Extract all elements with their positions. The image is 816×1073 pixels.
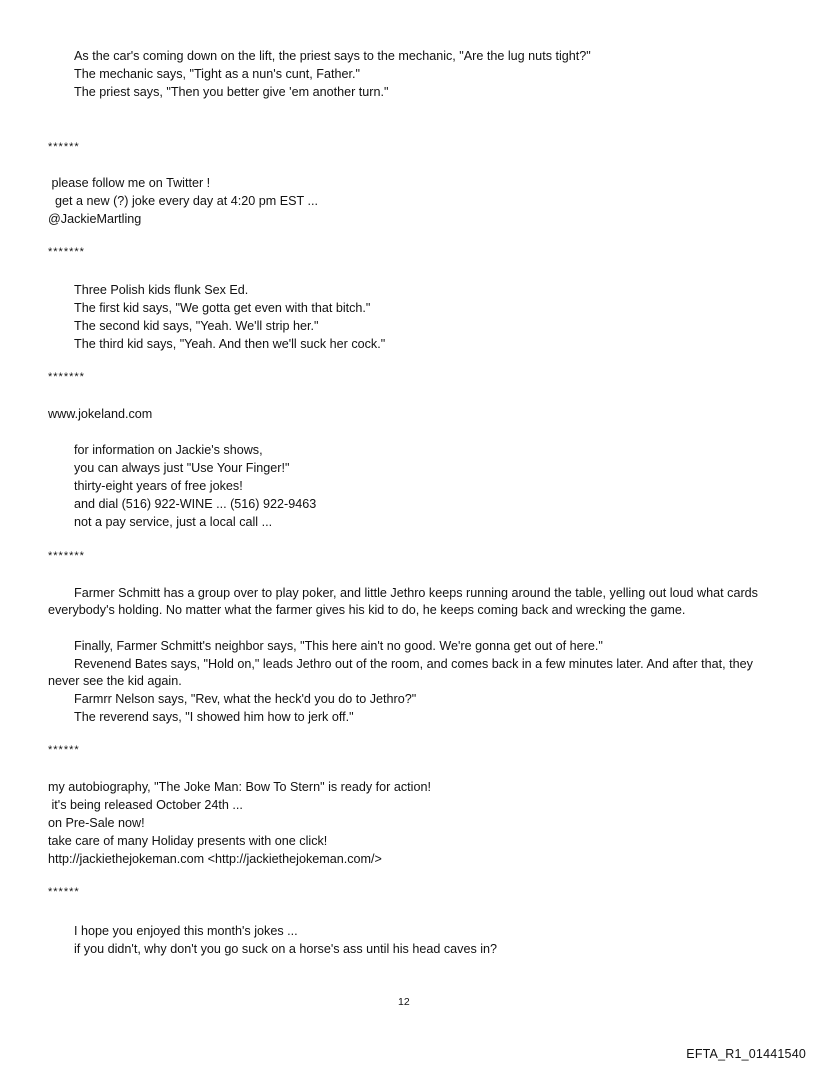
- jokeland-line-5: not a pay service, just a local call ...: [74, 515, 273, 529]
- jokeland-url: www.jokeland.com: [48, 407, 153, 421]
- jokeland-line-2: you can always just "Use Your Finger!": [74, 461, 290, 475]
- separator: ******: [48, 141, 80, 153]
- joke-polish-line-1: Three Polish kids flunk Sex Ed.: [74, 283, 249, 297]
- twitter-line-2: get a new (?) joke every day at 4:20 pm EST ...: [48, 194, 318, 208]
- separator: ******: [48, 886, 80, 898]
- joke-farmer-paragraph-5: The reverend says, "I showed him how to jerk off.": [74, 710, 354, 724]
- joke-farmer-paragraph-4: Farmrr Nelson says, "Rev, what the heck'd you do to Jethro?": [74, 692, 417, 706]
- twitter-line-1: please follow me on Twitter !: [48, 176, 211, 190]
- closing-line-1: I hope you enjoyed this month's jokes ...: [74, 924, 298, 938]
- closing-line-2: if you didn't, why don't you go suck on a horse's ass until his head caves in?: [74, 942, 498, 956]
- page-number: 12: [398, 996, 410, 1008]
- autobiography-link: http://jackiethejokeman.com <http://jackiethejokeman.com/>: [48, 852, 382, 866]
- jokeland-line-4: and dial (516) 922-WINE ... (516) 922-9463: [74, 497, 317, 511]
- autobiography-line-4: take care of many Holiday presents with one click!: [48, 834, 328, 848]
- separator: *******: [48, 550, 85, 562]
- document-id: EFTA_R1_01441540: [686, 1047, 806, 1061]
- jokeland-line-1: for information on Jackie's shows,: [74, 443, 263, 457]
- separator: *******: [48, 371, 85, 383]
- autobiography-line-1: my autobiography, "The Joke Man: Bow To Stern" is ready for action!: [48, 780, 431, 794]
- separator: ******: [48, 744, 80, 756]
- joke-farmer-paragraph-1: Farmer Schmitt has a group over to play poker, and little Jethro keeps running around the table, yelling out loud what cards everybody's holding. No matter what the farmer gives his kid to do, he keeps coming back and wrecking the game.: [48, 586, 758, 618]
- jokeland-line-3: thirty-eight years of free jokes!: [74, 479, 243, 493]
- joke-polish-line-2: The first kid says, "We gotta get even with that bitch.": [74, 301, 371, 315]
- separator: *******: [48, 246, 85, 258]
- autobiography-line-2: it's being released October 24th ...: [48, 798, 243, 812]
- joke-lift-line-2: The mechanic says, "Tight as a nun's cunt, Father.": [74, 67, 360, 81]
- joke-lift-line-1: As the car's coming down on the lift, the priest says to the mechanic, "Are the lug nuts tight?": [74, 49, 591, 63]
- joke-polish-line-3: The second kid says, "Yeah. We'll strip her.": [74, 319, 319, 333]
- joke-polish-line-4: The third kid says, "Yeah. And then we'll suck her cock.": [74, 337, 386, 351]
- joke-farmer-paragraph-2: Finally, Farmer Schmitt's neighbor says, "This here ain't no good. We're gonna get out of here.": [74, 639, 603, 653]
- joke-farmer-paragraph-3: Revenend Bates says, "Hold on," leads Jethro out of the room, and comes back in a few minutes later. And after that, they never see the kid again.: [48, 657, 753, 689]
- twitter-handle: @JackieMartling: [48, 212, 142, 226]
- joke-lift-line-3: The priest says, "Then you better give 'em another turn.": [74, 85, 389, 99]
- autobiography-line-3: on Pre-Sale now!: [48, 816, 145, 830]
